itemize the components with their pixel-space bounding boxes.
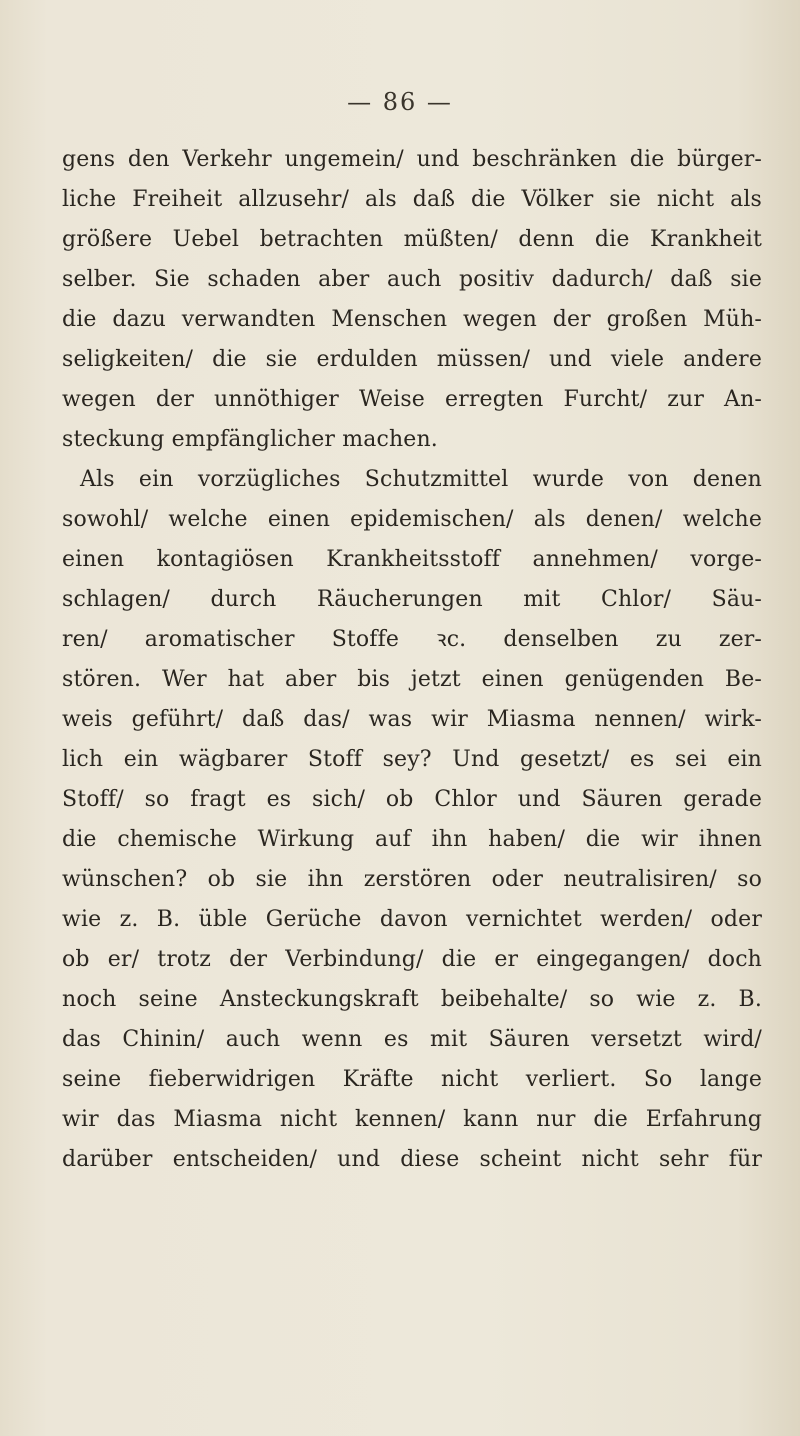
text-line: selber. Sie schaden aber auch positiv dadurch/ daß sie [62,267,762,292]
text-line: wünschen? ob sie ihn zerstören oder neutralisiren/ so [62,867,762,892]
text-line: einen kontagiösen Krankheitsstoff annehmen/ vorge- [62,547,762,572]
text-line: Als ein vorzügliches Schutzmittel wurde von denen [80,467,762,492]
text-line: sowohl/ welche einen epidemischen/ als denen/ welche [62,507,762,532]
text-line: größere Uebel betrachten müßten/ denn die Krankheit [62,227,762,252]
text-line: gens den Verkehr ungemein/ und beschränken die bürger- [62,147,762,172]
text-line: wegen der unnöthiger Weise erregten Furcht/ zur An- [62,387,762,412]
text-line: die dazu verwandten Menschen wegen der großen Müh- [62,307,762,332]
text-line: das Chinin/ auch wenn es mit Säuren versetzt wird/ [62,1027,762,1052]
body-text [62,140,762,1180]
text-line: darüber entscheiden/ und diese scheint nicht sehr für [62,1147,762,1172]
text-line: wie z. B. üble Gerüche davon vernichtet werden/ oder [62,907,762,932]
text-line: weis geführt/ daß das/ was wir Miasma nennen/ wirk- [62,707,762,732]
page-number-header: — 86 — [347,88,453,116]
text-line: lich ein wägbarer Stoff sey? Und gesetzt/ es sei ein [62,747,762,772]
text-line: ob er/ trotz der Verbindung/ die er eingegangen/ doch [62,947,762,972]
text-line: steckung empfänglicher machen. [62,427,438,452]
text-line: schlagen/ durch Räucherungen mit Chlor/ Säu- [62,587,762,612]
text-line: seligkeiten/ die sie erdulden müssen/ und viele andere [62,347,762,372]
text-line: seine fieberwidrigen Kräfte nicht verliert. So lange [62,1067,762,1092]
text-line: Stoff/ so fragt es sich/ ob Chlor und Säuren gerade [62,787,762,812]
text-line: wir das Miasma nicht kennen/ kann nur die Erfahrung [62,1107,762,1132]
text-line: ren/ aromatischer Stoffe ꝛc. denselben zu zer- [62,627,762,652]
text-line: stören. Wer hat aber bis jetzt einen genügenden Be- [62,667,762,692]
text-line: die chemische Wirkung auf ihn haben/ die wir ihnen [62,827,762,852]
text-line: liche Freiheit allzusehr/ als daß die Völker sie nicht als [62,187,762,212]
text-line: noch seine Ansteckungskraft beibehalte/ so wie z. B. [62,987,762,1012]
